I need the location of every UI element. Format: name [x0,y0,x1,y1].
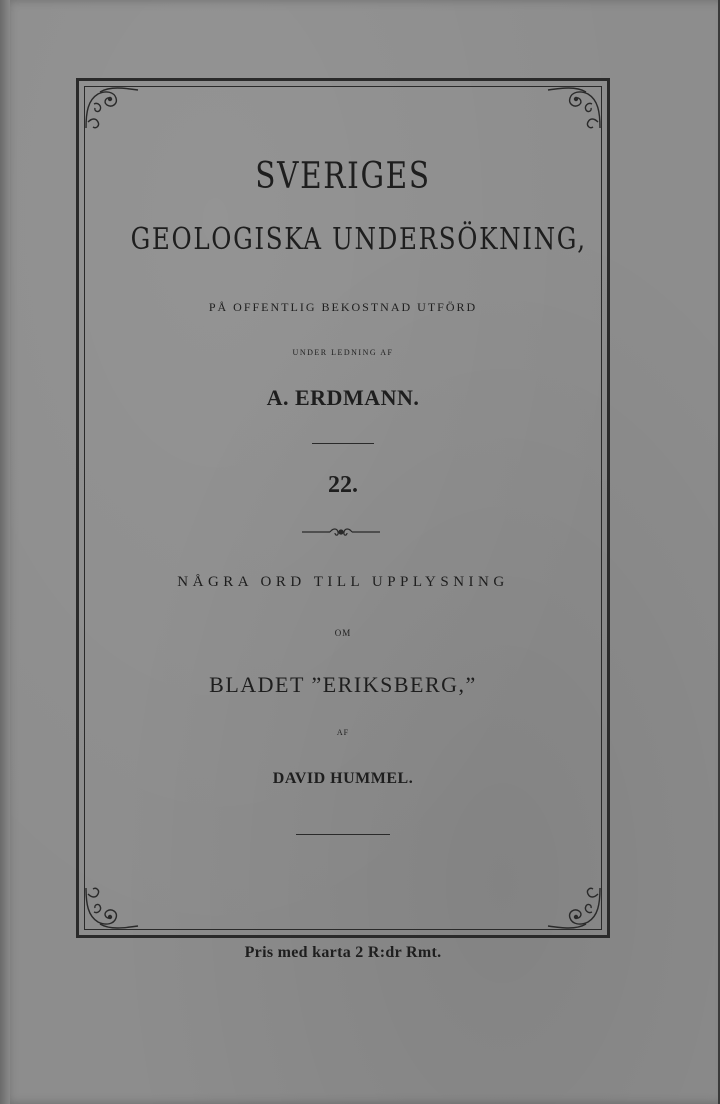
binding-edge [0,0,10,1104]
editor-name: A. ERDMANN. [266,385,420,410]
work-title-line-1: NÅGRA ORD TILL UPPLYSNING [177,574,509,590]
flourish-divider-icon [300,524,382,540]
work-title-line-2: BLADET ”ERIKSBERG,” [209,672,477,697]
funding-line: PÅ OFFENTLIG BEKOSTNAD UTFÖRD [208,300,478,314]
divider-rule [296,834,390,835]
organization-title: GEOLOGISKA UNDERSÖKNING, [130,222,587,257]
corner-ornament-icon [546,82,606,132]
under-direction-line: UNDER LEDNING AF [292,348,394,357]
by-line: AF [336,728,350,737]
work-title-om: OM [334,628,352,638]
inner-border-frame [84,86,602,930]
corner-ornament-icon [80,82,140,132]
corner-ornament-icon [546,884,606,934]
series-title: SVERIGES [255,156,431,197]
issue-number: 22. [328,472,358,498]
divider-rule [312,443,374,444]
corner-ornament-icon [80,884,140,934]
author-name: DAVID HUMMEL. [272,770,414,787]
price-line: Pris med karta 2 R:dr Rmt. [244,944,442,961]
